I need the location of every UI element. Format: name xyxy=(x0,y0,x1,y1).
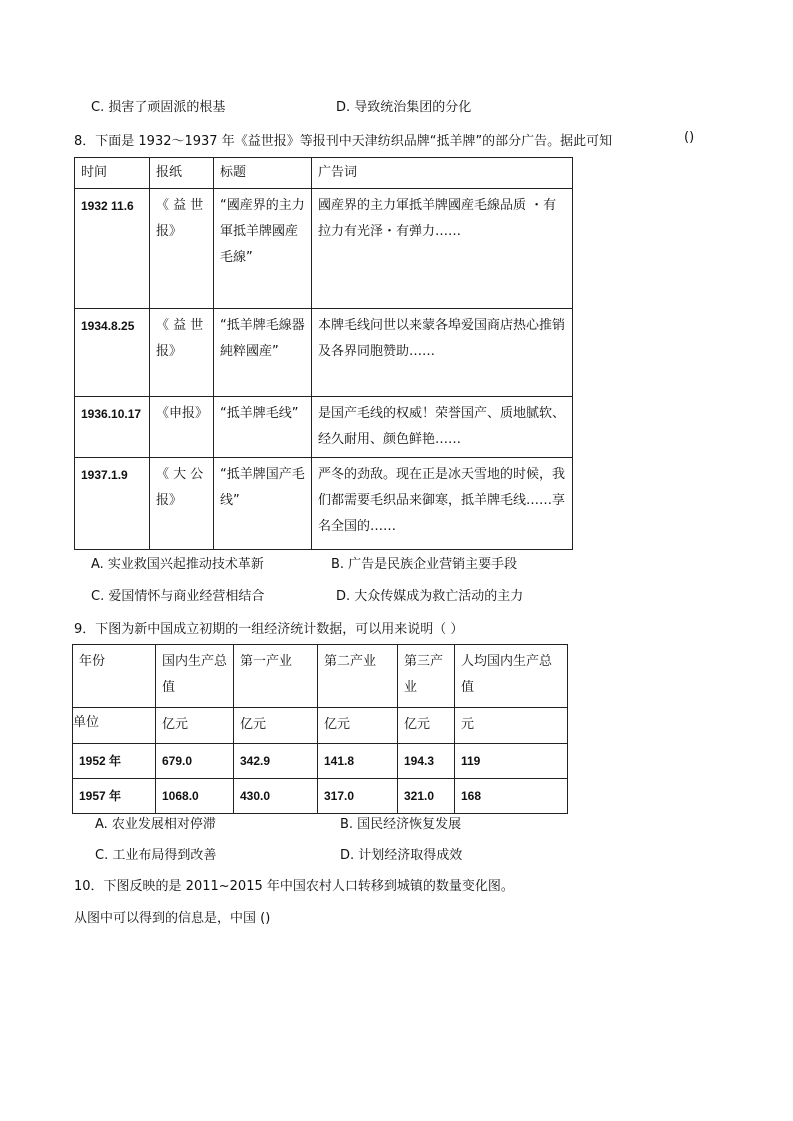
q9-stem: 9．下图为新中国成立初期的一组经济统计数据，可以用来说明（ ） xyxy=(74,622,464,637)
q8-option-a: A. 实业救国兴起推动技术革新 xyxy=(91,557,264,572)
q9-unit-primary: 亿元 xyxy=(234,708,318,744)
q8-header-time: 时间 xyxy=(75,158,150,189)
q8-option-d: D. 大众传媒成为救亡活动的主力 xyxy=(336,589,524,604)
q9-1957-tertiary: 321.0 xyxy=(398,779,455,814)
q9-unit-per-capita: 元 xyxy=(455,708,568,744)
q8-stem: 8．下面是 1932～1937 年《益世报》等报刊中天津纺织品牌“抵羊牌”的部分广告。据此可知 xyxy=(74,134,613,149)
table-row xyxy=(75,397,573,458)
q9-stats-table xyxy=(72,644,568,814)
q9-header-gdp: 国内生产总值 xyxy=(156,645,234,708)
q9-unit-label: 单位 xyxy=(73,708,156,744)
q10-stem: 10．下图反映的是 2011~2015 年中国农村人口转移到城镇的数量变化图。 xyxy=(74,879,514,894)
q8-option-b: B. 广告是民族企业营销主要手段 xyxy=(331,557,518,572)
q9-unit-tertiary: 亿元 xyxy=(398,708,455,744)
q8-row2-date: 1934.8.25 xyxy=(75,309,150,397)
q9-1952-year: 1952 年 xyxy=(73,744,156,779)
q8-ad-table xyxy=(74,157,573,550)
q8-row1-ad: 國産界的主力軍抵羊牌國産毛線品质 ・有拉力有光泽・有弹力…… xyxy=(312,189,573,309)
q8-row1-date: 1932 11.6 xyxy=(75,189,150,309)
q9-header-tertiary: 第三产业 xyxy=(398,645,455,708)
q8-option-c: C. 爱国情怀与商业经营相结合 xyxy=(91,589,265,604)
q8-header-ad: 广告词 xyxy=(312,158,573,189)
q8-row4-paper: 《 大 公报》 xyxy=(150,458,214,550)
q8-row2-paper: 《 益 世报》 xyxy=(150,309,214,397)
q8-row2-ad: 本牌毛线问世以来蒙各埠爱国商店热心推销及各界同胞赞助…… xyxy=(312,309,573,397)
q9-header-per-capita: 人均国内生产总值 xyxy=(455,645,568,708)
q8-row3-title: “抵羊牌毛线” xyxy=(214,397,312,458)
q9-1957-year: 1957 年 xyxy=(73,779,156,814)
q9-unit-secondary: 亿元 xyxy=(318,708,398,744)
q8-header-title: 标题 xyxy=(214,158,312,189)
q8-row4-ad: 严冬的劲敌。现在正是冰天雪地的时候，我们都需要毛织品来御寒，抵羊牌毛线……享名全国的…… xyxy=(312,458,573,550)
q9-1957-secondary: 317.0 xyxy=(318,779,398,814)
q9-unit-gdp: 亿元 xyxy=(156,708,234,744)
q9-1952-per-capita: 119 xyxy=(455,744,568,779)
q9-1957-per-capita: 168 xyxy=(455,779,568,814)
q9-1957-gdp: 1068.0 xyxy=(156,779,234,814)
q9-1957-primary: 430.0 xyxy=(234,779,318,814)
q9-option-c: C. 工业布局得到改善 xyxy=(95,848,217,863)
q8-row3-ad: 是国产毛线的权威！荣誉国产、质地腻软、经久耐用、颜色鲜艳…… xyxy=(312,397,573,458)
q9-1952-gdp: 679.0 xyxy=(156,744,234,779)
table-row xyxy=(73,779,568,814)
q9-option-b: B. 国民经济恢复发展 xyxy=(340,817,462,832)
table-row xyxy=(75,189,573,309)
q8-row3-date: 1936.10.17 xyxy=(75,397,150,458)
q8-row3-paper: 《申报》 xyxy=(150,397,214,458)
q9-header-year: 年份 xyxy=(73,645,156,708)
q9-header-primary: 第一产业 xyxy=(234,645,318,708)
q9-option-d: D. 计划经济取得成效 xyxy=(340,848,463,863)
q9-option-a: A. 农业发展相对停滞 xyxy=(95,817,216,832)
q8-row4-title: “抵羊牌国产毛线” xyxy=(214,458,312,550)
q7-option-c: C. 损害了顽固派的根基 xyxy=(91,100,226,115)
q8-row1-paper: 《 益 世报》 xyxy=(150,189,214,309)
q8-row1-title: “國産界的主力軍抵羊牌國産毛線” xyxy=(214,189,312,309)
q8-row2-title: “抵羊牌毛線器純粹國産” xyxy=(214,309,312,397)
table-row xyxy=(73,744,568,779)
q9-1952-secondary: 141.8 xyxy=(318,744,398,779)
q10-stem-line2: 从图中可以得到的信息是，中国 () xyxy=(74,911,271,926)
q9-1952-tertiary: 194.3 xyxy=(398,744,455,779)
q7-option-d: D. 导致统治集团的分化 xyxy=(336,100,472,115)
q8-header-paper: 报纸 xyxy=(150,158,214,189)
q9-1952-primary: 342.9 xyxy=(234,744,318,779)
q8-answer-paren: () xyxy=(684,130,695,145)
q8-row4-date: 1937.1.9 xyxy=(75,458,150,550)
q9-header-secondary: 第二产业 xyxy=(318,645,398,708)
table-row xyxy=(75,458,573,550)
table-row xyxy=(75,309,573,397)
